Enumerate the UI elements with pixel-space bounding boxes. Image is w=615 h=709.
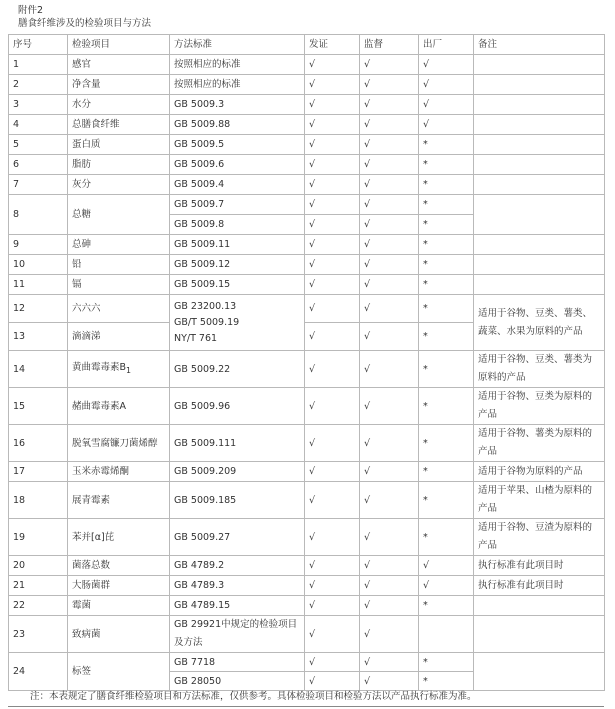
cell-method: GB 4789.2: [170, 556, 305, 576]
cell-supervision: √: [360, 155, 419, 175]
cell-item: 霉菌: [68, 596, 170, 616]
col-header-supervision: 监督: [360, 35, 419, 55]
cell-item: 脱氧雪腐镰刀菌烯醇: [68, 425, 170, 462]
cell-method: GB 5009.88: [170, 115, 305, 135]
cell-supervision: √: [360, 323, 419, 351]
cell-remark: [474, 616, 605, 653]
cell-supervision: √: [360, 482, 419, 519]
cell-supervision: √: [360, 175, 419, 195]
cell-factory: *: [419, 323, 474, 351]
cell-method: 按照相应的标准: [170, 75, 305, 95]
cell-supervision: √: [360, 95, 419, 115]
cell-cert: √: [305, 135, 360, 155]
cell-remark: [474, 235, 605, 255]
cell-remark: 适用于谷物、豆类为原料的产品: [474, 388, 605, 425]
cell-cert: √: [305, 653, 360, 672]
cell-cert: √: [305, 351, 360, 388]
cell-remark: [474, 596, 605, 616]
cell-supervision: √: [360, 388, 419, 425]
method-line: GB 23200.13: [174, 300, 237, 312]
footnote: 注：本表规定了膳食纤维检验项目和方法标准，仅供参考。具体检验项目和检验方法以产品执行标准为准。: [30, 691, 477, 702]
cell-item: 总砷: [68, 235, 170, 255]
cell-method: GB 5009.12: [170, 255, 305, 275]
cell-supervision: √: [360, 672, 419, 691]
cell-no: 8: [9, 195, 68, 235]
cell-remark: [474, 275, 605, 295]
cell-cert: √: [305, 95, 360, 115]
cell-method: GB 5009.8: [170, 215, 305, 235]
cell-method: GB 7718: [170, 653, 305, 672]
cell-item: 大肠菌群: [68, 576, 170, 596]
cell-no: 13: [9, 323, 68, 351]
table-header-row: [9, 35, 605, 55]
table-row: [9, 295, 605, 323]
cell-cert: √: [305, 482, 360, 519]
cell-supervision: √: [360, 462, 419, 482]
cell-remark: 适用于谷物、豆渣为原料的产品: [474, 519, 605, 556]
cell-factory: *: [419, 672, 474, 691]
table-row: [9, 175, 605, 195]
cell-factory: *: [419, 195, 474, 215]
cell-factory: *: [419, 425, 474, 462]
cell-remark: [474, 155, 605, 175]
cell-item: 玉米赤霉烯酮: [68, 462, 170, 482]
table-row: [9, 653, 605, 672]
cell-remark: [474, 135, 605, 155]
table-row: [9, 425, 605, 462]
cell-item: 总糖: [68, 195, 170, 235]
cell-factory: *: [419, 235, 474, 255]
table-row: [9, 195, 605, 215]
cell-item: 致病菌: [68, 616, 170, 653]
cell-factory: *: [419, 482, 474, 519]
cell-item: [68, 351, 170, 388]
cell-factory: √: [419, 115, 474, 135]
cell-no: 24: [9, 653, 68, 691]
cell-factory: *: [419, 155, 474, 175]
cell-method: GB 5009.111: [170, 425, 305, 462]
cell-factory: √: [419, 556, 474, 576]
cell-remark: 适用于谷物、薯类为原料的产品: [474, 425, 605, 462]
cell-factory: *: [419, 519, 474, 556]
item-text: 黄曲霉毒素B: [72, 362, 127, 374]
cell-no: 10: [9, 255, 68, 275]
cell-supervision: √: [360, 616, 419, 653]
cell-cert: √: [305, 462, 360, 482]
cell-supervision: √: [360, 115, 419, 135]
cell-factory: *: [419, 255, 474, 275]
cell-cert: √: [305, 295, 360, 323]
cell-item: 水分: [68, 95, 170, 115]
cell-no: 23: [9, 616, 68, 653]
cell-remark: [474, 115, 605, 135]
cell-item: 赭曲霉毒素A: [68, 388, 170, 425]
col-header-no: 序号: [9, 35, 68, 55]
cell-cert: √: [305, 596, 360, 616]
cell-supervision: √: [360, 275, 419, 295]
table-row: [9, 596, 605, 616]
cell-method: GB 28050: [170, 672, 305, 691]
cell-cert: √: [305, 115, 360, 135]
table-row: [9, 388, 605, 425]
cell-cert: √: [305, 323, 360, 351]
table-row: [9, 115, 605, 135]
cell-method: 按照相应的标准: [170, 55, 305, 75]
cell-method: GB 5009.11: [170, 235, 305, 255]
cell-supervision: √: [360, 576, 419, 596]
cell-no: 12: [9, 295, 68, 323]
cell-remark: [474, 195, 605, 235]
table-row: [9, 235, 605, 255]
cell-remark: 适用于谷物为原料的产品: [474, 462, 605, 482]
cell-item: 苯并[α]芘: [68, 519, 170, 556]
cell-method: GB 5009.4: [170, 175, 305, 195]
cell-supervision: √: [360, 295, 419, 323]
cell-item: 展青霉素: [68, 482, 170, 519]
cell-item: 感官: [68, 55, 170, 75]
inspection-table: [8, 34, 605, 691]
col-header-remark: 备注: [474, 35, 605, 55]
cell-cert: √: [305, 155, 360, 175]
col-header-certification: 发证: [305, 35, 360, 55]
table-row: [9, 519, 605, 556]
cell-item: 脂肪: [68, 155, 170, 175]
cell-item: 菌落总数: [68, 556, 170, 576]
bottom-rule: [8, 706, 604, 707]
cell-supervision: √: [360, 55, 419, 75]
cell-supervision: √: [360, 653, 419, 672]
cell-no: 21: [9, 576, 68, 596]
col-header-method: 方法标准: [170, 35, 305, 55]
method-line: NY/T 761: [174, 332, 218, 344]
cell-factory: *: [419, 295, 474, 323]
cell-supervision: √: [360, 135, 419, 155]
cell-cert: √: [305, 425, 360, 462]
table-row: [9, 351, 605, 388]
cell-method: GB 5009.96: [170, 388, 305, 425]
cell-supervision: √: [360, 195, 419, 215]
cell-factory: *: [419, 215, 474, 235]
cell-cert: √: [305, 215, 360, 235]
cell-cert: √: [305, 275, 360, 295]
cell-item: 铅: [68, 255, 170, 275]
cell-no: 3: [9, 95, 68, 115]
cell-no: 1: [9, 55, 68, 75]
cell-supervision: √: [360, 556, 419, 576]
table-row: [9, 482, 605, 519]
cell-factory: *: [419, 596, 474, 616]
cell-factory: *: [419, 135, 474, 155]
cell-remark: [474, 95, 605, 115]
cell-supervision: √: [360, 255, 419, 275]
cell-method: GB 5009.3: [170, 95, 305, 115]
cell-method: GB 29921中规定的检验项目及方法: [170, 616, 305, 653]
cell-factory: √: [419, 95, 474, 115]
cell-no: 11: [9, 275, 68, 295]
cell-supervision: √: [360, 596, 419, 616]
appendix-label: 附件2: [18, 5, 44, 16]
cell-no: 17: [9, 462, 68, 482]
cell-method: GB 5009.5: [170, 135, 305, 155]
table-row: [9, 576, 605, 596]
cell-no: 5: [9, 135, 68, 155]
cell-cert: √: [305, 75, 360, 95]
cell-no: 22: [9, 596, 68, 616]
cell-factory: *: [419, 351, 474, 388]
cell-method: GB 5009.27: [170, 519, 305, 556]
cell-no: 2: [9, 75, 68, 95]
cell-no: 7: [9, 175, 68, 195]
table-row: [9, 135, 605, 155]
cell-remark: 执行标准有此项目时: [474, 556, 605, 576]
cell-remark: [474, 75, 605, 95]
cell-method: GB 5009.209: [170, 462, 305, 482]
method-line: GB/T 5009.19: [174, 316, 240, 328]
cell-factory: *: [419, 275, 474, 295]
col-header-item: 检验项目: [68, 35, 170, 55]
cell-no: 18: [9, 482, 68, 519]
cell-cert: √: [305, 175, 360, 195]
cell-factory: *: [419, 388, 474, 425]
cell-remark: [474, 653, 605, 691]
cell-no: 4: [9, 115, 68, 135]
cell-supervision: √: [360, 235, 419, 255]
table-title: 膳食纤维涉及的检验项目与方法: [18, 18, 152, 29]
table-row: [9, 155, 605, 175]
cell-remark: [474, 55, 605, 75]
item-subscript: 1: [126, 365, 132, 375]
cell-method: GB 5009.7: [170, 195, 305, 215]
cell-method: GB 5009.185: [170, 482, 305, 519]
cell-cert: √: [305, 576, 360, 596]
cell-no: 19: [9, 519, 68, 556]
cell-no: 6: [9, 155, 68, 175]
cell-cert: √: [305, 235, 360, 255]
cell-method: GB 5009.6: [170, 155, 305, 175]
cell-supervision: √: [360, 75, 419, 95]
cell-cert: √: [305, 519, 360, 556]
cell-item: 灰分: [68, 175, 170, 195]
table-row: [9, 95, 605, 115]
table-row: [9, 55, 605, 75]
cell-item: 净含量: [68, 75, 170, 95]
cell-factory: √: [419, 55, 474, 75]
cell-cert: √: [305, 195, 360, 215]
table-row: [9, 616, 605, 653]
cell-no: 9: [9, 235, 68, 255]
cell-cert: √: [305, 556, 360, 576]
cell-supervision: √: [360, 519, 419, 556]
cell-remark: 执行标准有此项目时: [474, 576, 605, 596]
cell-no: 14: [9, 351, 68, 388]
cell-item: 镉: [68, 275, 170, 295]
cell-cert: √: [305, 672, 360, 691]
table-row: [9, 255, 605, 275]
cell-cert: √: [305, 388, 360, 425]
cell-item: 标签: [68, 653, 170, 691]
table-row: [9, 462, 605, 482]
table-row: [9, 75, 605, 95]
cell-remark: 适用于谷物、豆类、薯类、蔬菜、水果为原料的产品: [474, 295, 605, 351]
cell-supervision: √: [360, 351, 419, 388]
cell-factory: √: [419, 75, 474, 95]
cell-factory: *: [419, 653, 474, 672]
cell-no: 16: [9, 425, 68, 462]
cell-remark: 适用于谷物、豆类、薯类为原料的产品: [474, 351, 605, 388]
cell-method: GB 4789.3: [170, 576, 305, 596]
cell-no: 20: [9, 556, 68, 576]
cell-remark: [474, 255, 605, 275]
cell-factory: [419, 616, 474, 653]
cell-factory: *: [419, 175, 474, 195]
cell-remark: [474, 175, 605, 195]
cell-item: 总膳食纤维: [68, 115, 170, 135]
table-row: [9, 275, 605, 295]
cell-method: GB 5009.15: [170, 275, 305, 295]
cell-method: GB 5009.22: [170, 351, 305, 388]
cell-method-group: [170, 295, 305, 351]
cell-remark: 适用于苹果、山楂为原料的产品: [474, 482, 605, 519]
cell-item: 六六六: [68, 295, 170, 323]
cell-no: 15: [9, 388, 68, 425]
cell-factory: √: [419, 576, 474, 596]
cell-cert: √: [305, 255, 360, 275]
cell-item: 滴滴涕: [68, 323, 170, 351]
col-header-factory: 出厂: [419, 35, 474, 55]
cell-method: GB 4789.15: [170, 596, 305, 616]
cell-supervision: √: [360, 215, 419, 235]
cell-factory: *: [419, 462, 474, 482]
cell-cert: √: [305, 616, 360, 653]
cell-item: 蛋白质: [68, 135, 170, 155]
cell-supervision: √: [360, 425, 419, 462]
cell-cert: √: [305, 55, 360, 75]
table-row: [9, 556, 605, 576]
